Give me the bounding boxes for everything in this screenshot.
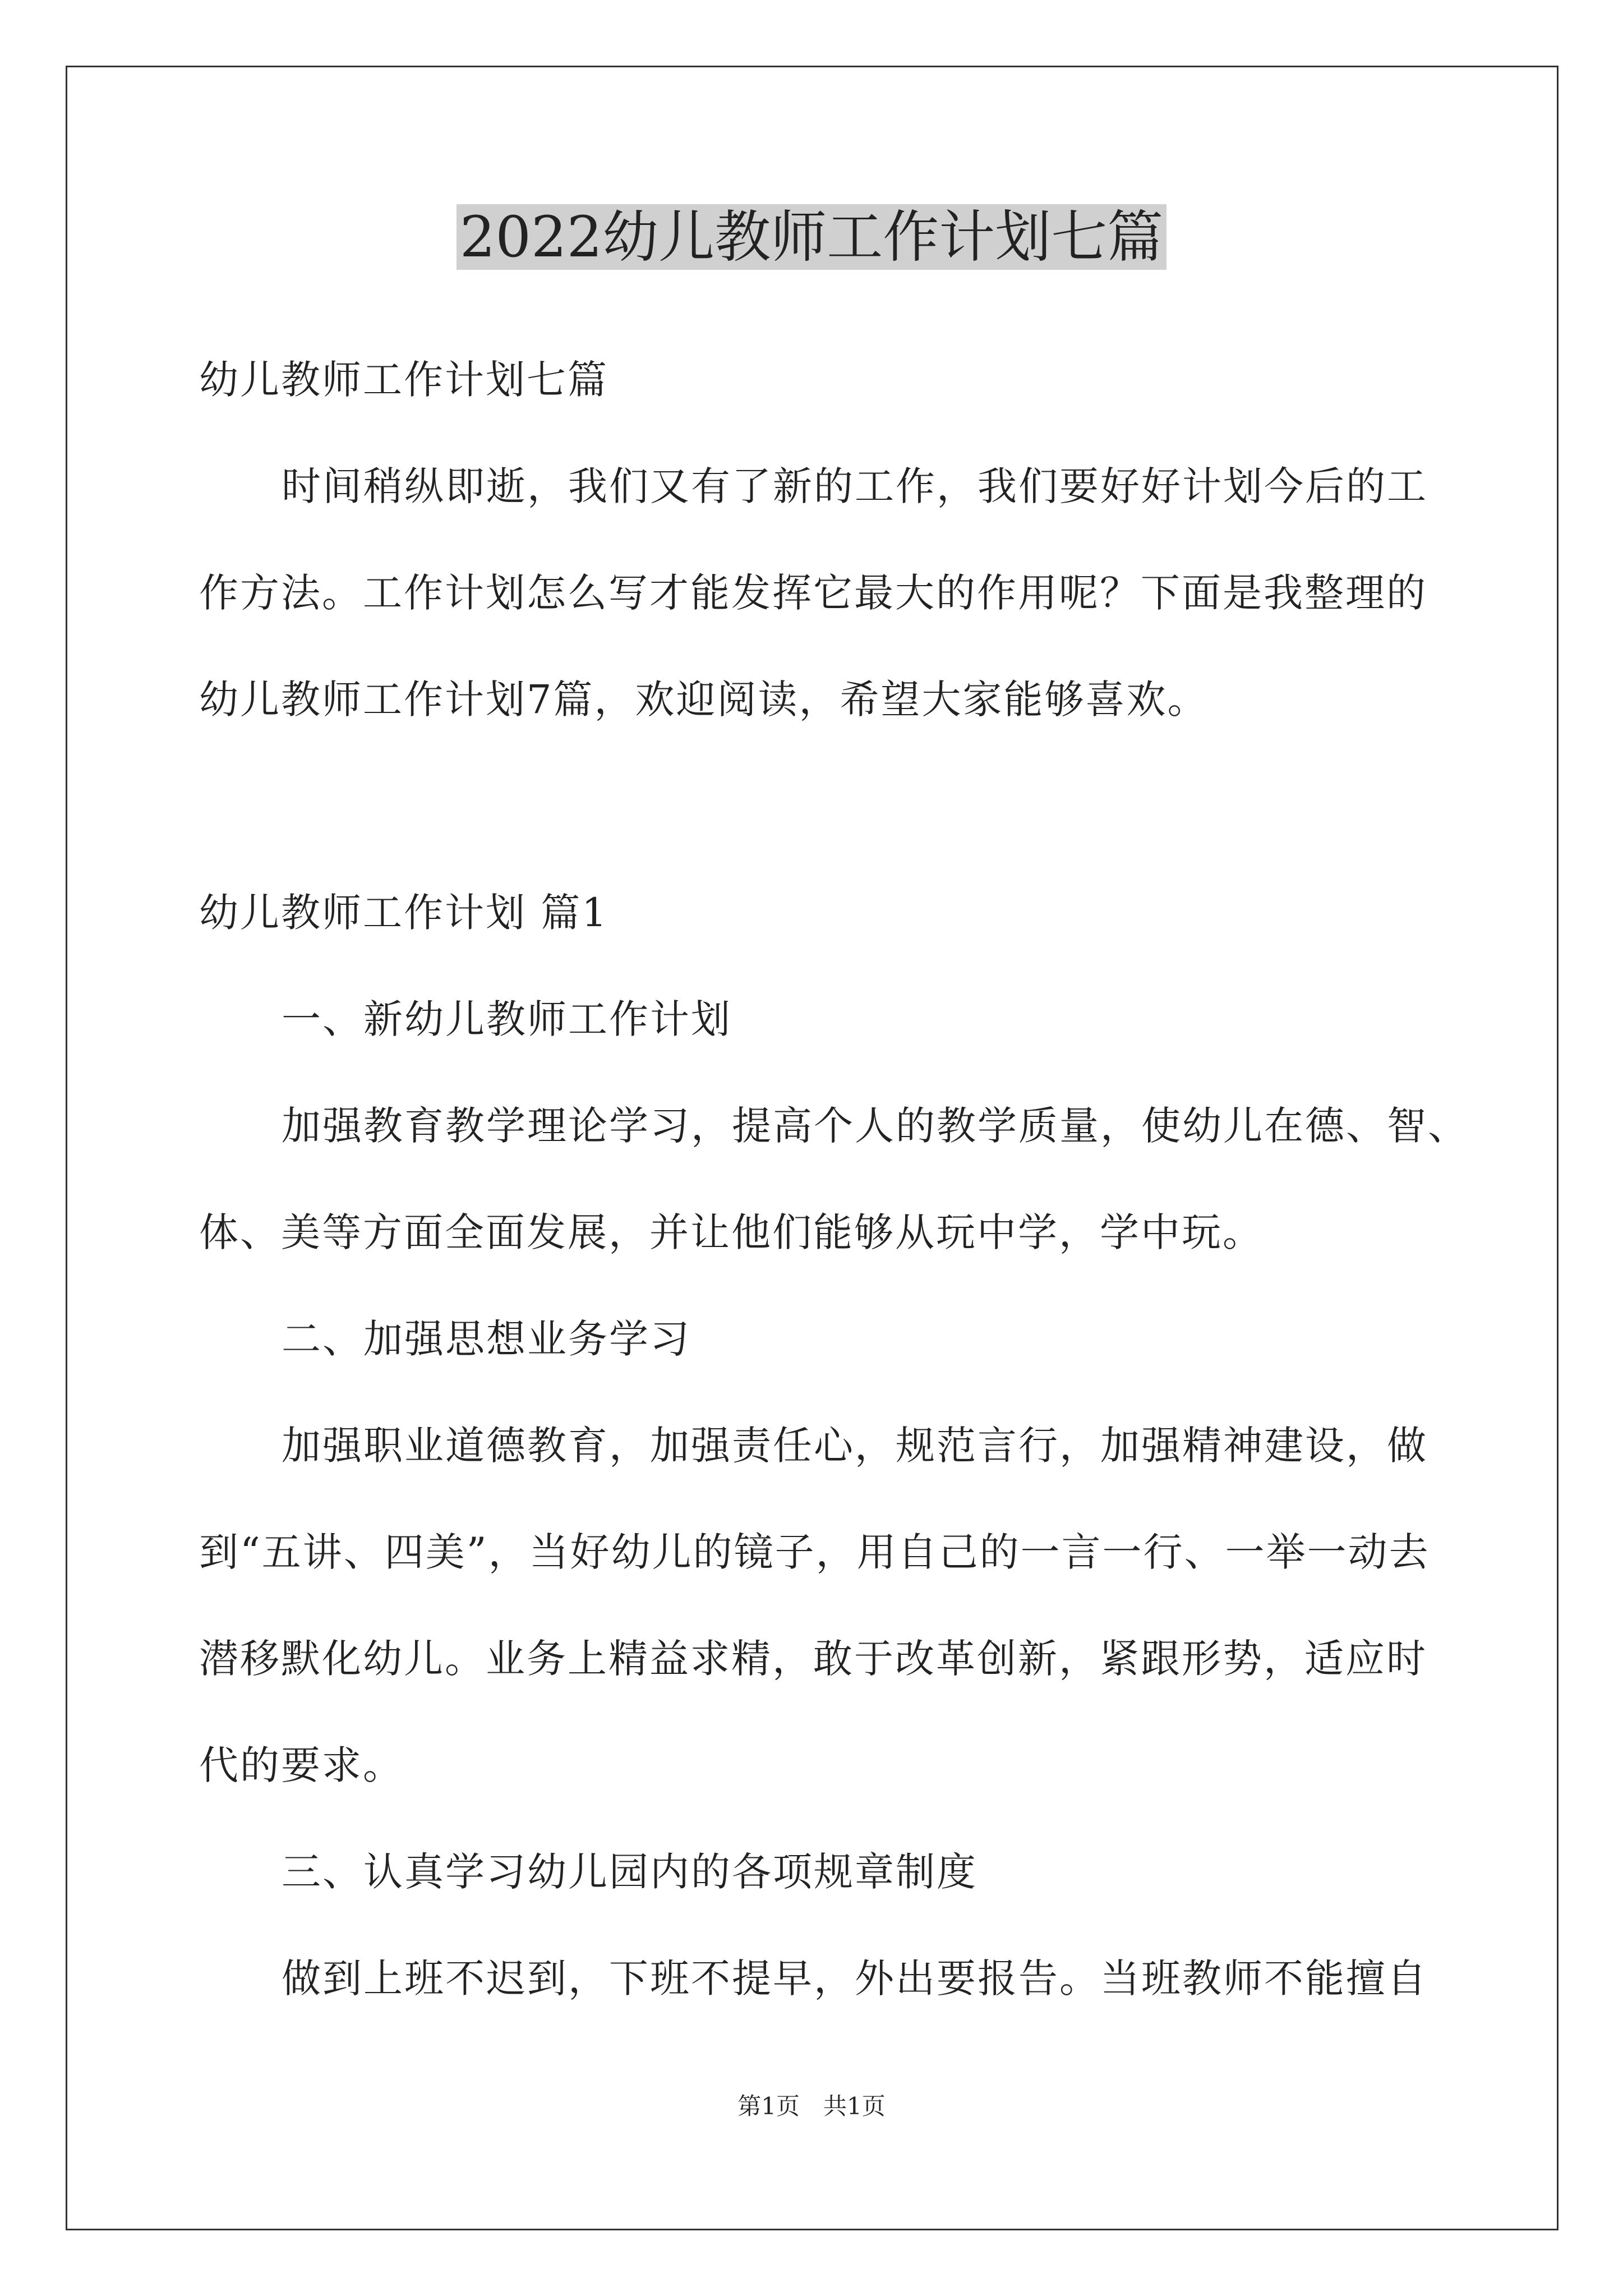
- paragraph-line: 加强教育教学理论学习，提高个人的教学质量，使幼儿在德、智、: [282, 1103, 1469, 1149]
- paragraph-line: 体、美等方面全面发展，并让他们能够从玩中学，学中玩。: [199, 1209, 1264, 1255]
- paragraph-line: 做到上班不迟到，下班不提早，外出要报告。当班教师不能擅自: [282, 1955, 1428, 2001]
- paragraph-line: 幼儿教师工作计划7篇，欢迎阅读，希望大家能够喜欢。: [199, 677, 1209, 723]
- paragraph-line: 到“五讲、四美”，当好幼儿的镜子，用自己的一言一行、一举一动去: [199, 1529, 1430, 1575]
- paragraph-line: 加强职业道德教育，加强责任心，规范言行，加强精神建设，做: [282, 1423, 1428, 1469]
- page-footer: 第1页 共1页: [737, 2092, 886, 2120]
- paragraph-line: 时间稍纵即逝，我们又有了新的工作，我们要好好计划今后的工: [282, 463, 1428, 509]
- subheading-line: 三、认真学习幼儿园内的各项规章制度: [282, 1849, 978, 1895]
- paragraph-line: 代的要求。: [199, 1742, 404, 1788]
- subtitle-line: 幼儿教师工作计划七篇: [199, 357, 608, 403]
- subheading-line: 二、加强思想业务学习: [282, 1316, 691, 1362]
- section-heading: 幼儿教师工作计划 篇1: [199, 890, 608, 936]
- document-title: 2022幼儿教师工作计划七篇: [0, 202, 1623, 272]
- subheading-line: 一、新幼儿教师工作计划: [282, 996, 732, 1042]
- paragraph-line: 潜移默化幼儿。业务上精益求精，敢于改革创新，紧跟形势，适应时: [199, 1636, 1427, 1682]
- paragraph-line: 作方法。工作计划怎么写才能发挥它最大的作用呢？下面是我整理的: [199, 570, 1427, 616]
